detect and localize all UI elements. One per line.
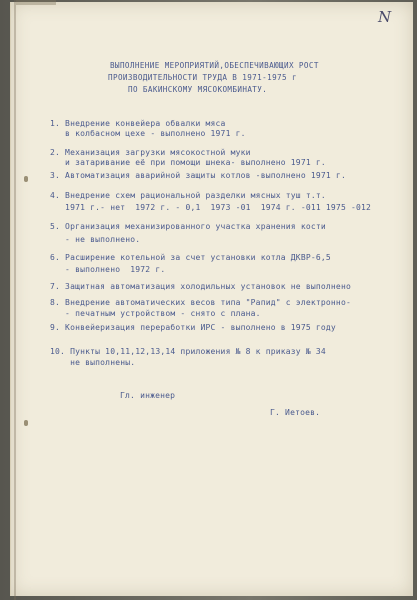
item-8-line-2: - печатным устройством - снято с плана. — [50, 309, 261, 318]
signature-position: Гл. инженер — [120, 391, 176, 400]
item-3-line-1: 3. Автоматизация аварийной защиты котлов -выполнено 1971 г. — [50, 171, 346, 180]
item-1-line-2: в колбасном цехе - выполнено 1971 г. — [50, 129, 246, 138]
item-8-line-1: 8. Внедрение автоматических весов типа "Рапид" с электронно- — [50, 298, 351, 307]
item-4-line-2: 1971 г.- нет 1972 г. - 0,1 1973 -01 1974 г. -011 1975 -012 — [50, 203, 372, 212]
binding-hole — [24, 420, 28, 426]
item-10-line-2: не выполнены. — [50, 358, 136, 367]
item-4-line-1: 4. Внедрение схем рациональной разделки мясных туш т.т. — [50, 191, 326, 200]
item-2-line-2: и затаривание её при помощи шнека- выполнено 1971 г. — [50, 158, 326, 167]
item-1-line-1: 1. Внедрение конвейера обвалки мяса — [50, 119, 226, 128]
binding-hole — [24, 176, 28, 182]
tape-strip — [16, 0, 56, 5]
item-5-line-1: 5. Организация механизированного участка хранения кости — [50, 222, 326, 231]
item-6-line-2: - выполнено 1972 г. — [50, 265, 166, 274]
item-2-line-1: 2. Механизация загрузки мясокостной муки — [50, 148, 251, 157]
item-7-line-1: 7. Защитная автоматизация холодильных установок не выполнено — [50, 282, 351, 291]
item-9-line-1: 9. Конвейеризация переработки ИРС - выполнено в 1975 году — [50, 323, 336, 332]
binding-strip — [14, 0, 16, 600]
item-10-line-1: 10. Пункты 10,11,12,13,14 приложения № 8 к приказу № 34 — [50, 347, 326, 356]
item-5-line-2: - не выполнено. — [50, 235, 141, 244]
title-line-3: ПО БАКИНСКОМУ МЯСОКОМБИНАТУ. — [128, 85, 268, 94]
signature-name: Г. Иетоев. — [270, 408, 321, 417]
item-6-line-1: 6. Расширение котельной за счет установки котла ДКВР-6,5 — [50, 253, 331, 262]
handwritten-corner-mark: N — [378, 8, 392, 26]
title-line-1: ВЫПОЛНЕНИЕ МЕРОПРИЯТИЙ,ОБЕСПЕЧИВАЮЩИХ РОСТ — [110, 61, 319, 70]
title-line-2: ПРОИЗВОДИТЕЛЬНОСТИ ТРУДА В 1971-1975 г — [108, 73, 297, 82]
